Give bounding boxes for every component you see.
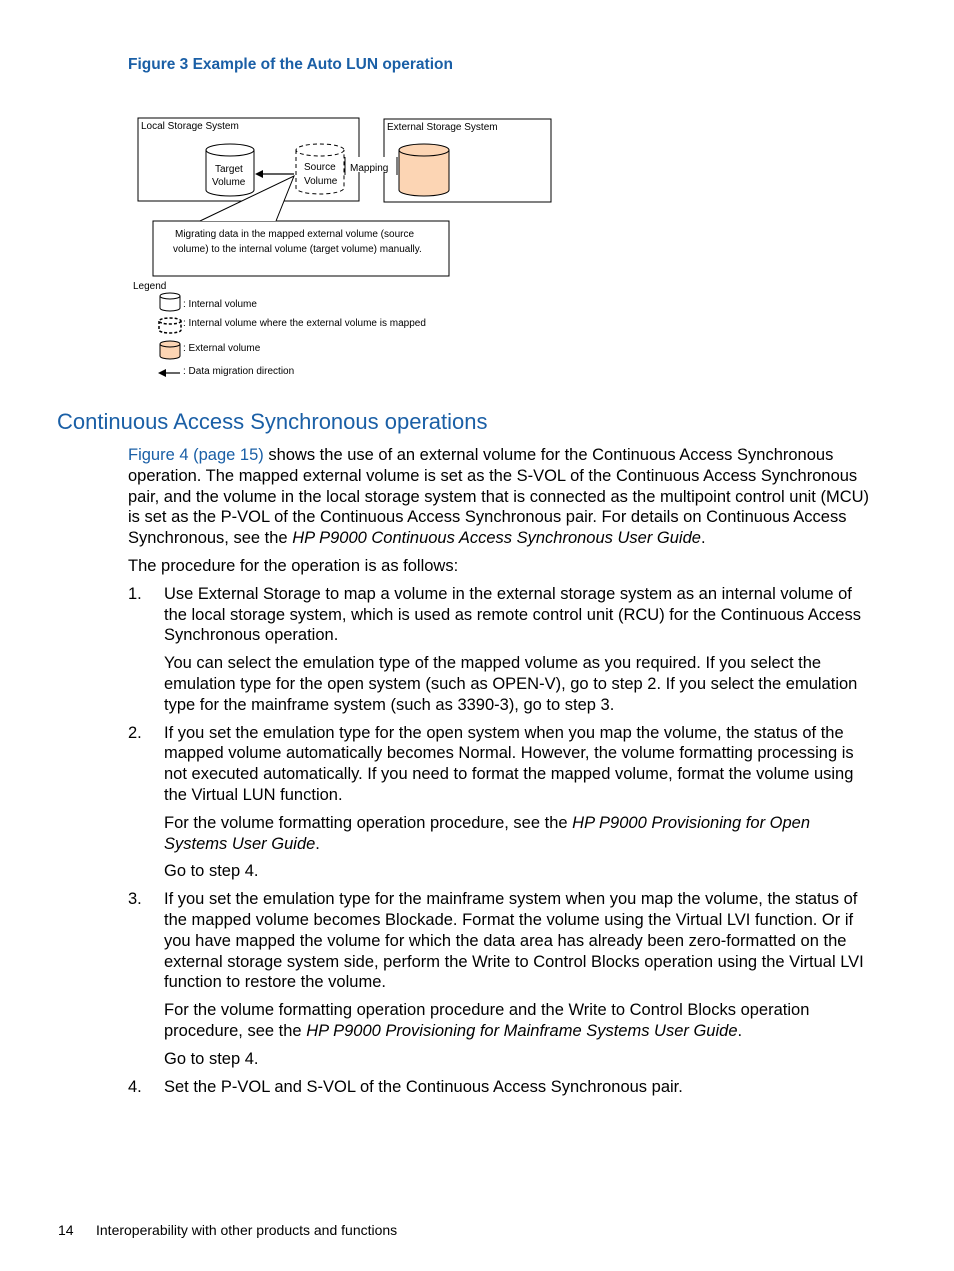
chapter-title: Interoperability with other products and functions: [96, 1222, 398, 1238]
auto-lun-diagram: [128, 110, 568, 385]
legend-arrow-icon: [158, 369, 180, 377]
page-footer: [58, 1222, 397, 1238]
step-1-note: You can select the emulation type of the mapped volume as you required. If you select the emulation type for the open system (such as OPEN-V), go to step 2. If you select the emulation type for the mainframe system (such as 3390-3), go to step 3.: [164, 654, 858, 714]
figure-caption: Figure 3 Example of the Auto LUN operation: [128, 56, 453, 73]
intro-paragraph: [128, 445, 870, 549]
step-1: [128, 584, 870, 716]
procedure-intro: The procedure for the operation is as follows:: [128, 556, 459, 575]
target-volume-label-2: Volume: [212, 177, 246, 188]
step-2-goto: Go to step 4.: [164, 862, 259, 881]
external-volume-icon: [399, 144, 449, 196]
step-2-text: If you set the emulation type for the open system when you map the volume, the status of the mapped volume automatically becomes Normal. However, the volume formatting processing is not executed automatically. If you need to format the mapped volume, format the volume using the Virtual LUN function.: [164, 723, 854, 804]
page-number: 14: [58, 1222, 74, 1238]
migration-arrowhead: [255, 170, 263, 178]
legend-title: Legend: [133, 281, 167, 292]
source-volume-label-2: Volume: [304, 176, 338, 187]
callout-line-2: volume) to the internal volume (target volume) manually.: [173, 244, 422, 255]
legend-item-external: : External volume: [183, 343, 261, 354]
mapping-label: Mapping: [350, 163, 389, 174]
source-volume-label-1: Source: [304, 162, 336, 173]
step-number: 1.: [128, 584, 142, 603]
legend-item-arrow: : Data migration direction: [183, 366, 295, 377]
legend-item-mapped: : Internal volume where the external volume is mapped: [183, 318, 426, 329]
intro-text: shows the use of an external volume for the Continuous Access Synchronous operation. The mapped external volume is set as the S-VOL of the Continuous Access Synchronous pair, and the volume in the local storage system that is connected as the multipoint control unit (MCU) is set as the P-VOL of the Continuous Access Synchronous pair. For details on Continuous Access Synchronous, see the: [128, 446, 870, 548]
step-2: [128, 723, 870, 883]
legend-external-volume-icon: [160, 341, 180, 359]
legend-item-internal: : Internal volume: [183, 299, 257, 310]
local-storage-label: Local Storage System: [141, 121, 239, 132]
step-3-note: For the volume formatting operation procedure and the Write to Control Blocks operation procedure, see the HP P9000 Provisioning for Mainframe Systems User Guide.: [164, 1001, 810, 1040]
step-1-text: Use External Storage to map a volume in the external storage system as an internal volume of the local storage system, which is used as remote control unit (RCU) for the Continuous Access Synchronous operation.: [164, 584, 861, 645]
callout-line-1: Migrating data in the mapped external volume (source: [175, 229, 415, 240]
step-4-text: Set the P-VOL and S-VOL of the Continuous Access Synchronous pair.: [164, 1077, 683, 1096]
section-body: [128, 445, 870, 1104]
legend-internal-volume-icon: [160, 293, 180, 311]
step-2-guide-title: HP P9000 Provisioning for Open Systems User Guide: [164, 813, 811, 853]
intro-guide-title: HP P9000 Continuous Access Synchronous User Guide: [292, 529, 701, 548]
step-3-text: If you set the emulation type for the mainframe system when you map the volume, the status of the mapped volume becomes Blockade. Format the volume using the Virtual LVI function. Or if you have mapped the volume for which the data area has already been zero-formatted on the external storage system side, perform the Write to Control Blocks operation using the Virtual LVI function to restore the volume.: [164, 890, 864, 992]
target-volume-label-1: Target: [215, 164, 243, 175]
step-number: 2.: [128, 723, 142, 742]
step-number: 4.: [128, 1077, 142, 1096]
section-title: Continuous Access Synchronous operations: [57, 409, 488, 434]
figure-link[interactable]: Figure 4 (page 15): [128, 446, 264, 464]
external-storage-label: External Storage System: [387, 122, 498, 133]
step-3: [128, 889, 870, 1069]
step-2-note: For the volume formatting operation procedure, see the HP P9000 Provisioning for Open Systems User Guide.: [164, 813, 811, 853]
step-number: 3.: [128, 890, 142, 909]
legend-mapped-volume-icon: [159, 318, 181, 333]
step-3-goto: Go to step 4.: [164, 1049, 259, 1068]
intro-end: .: [700, 529, 706, 548]
step-3-guide-title: HP P9000 Provisioning for Mainframe Systems User Guide: [306, 1021, 738, 1040]
step-4: [128, 1077, 870, 1098]
